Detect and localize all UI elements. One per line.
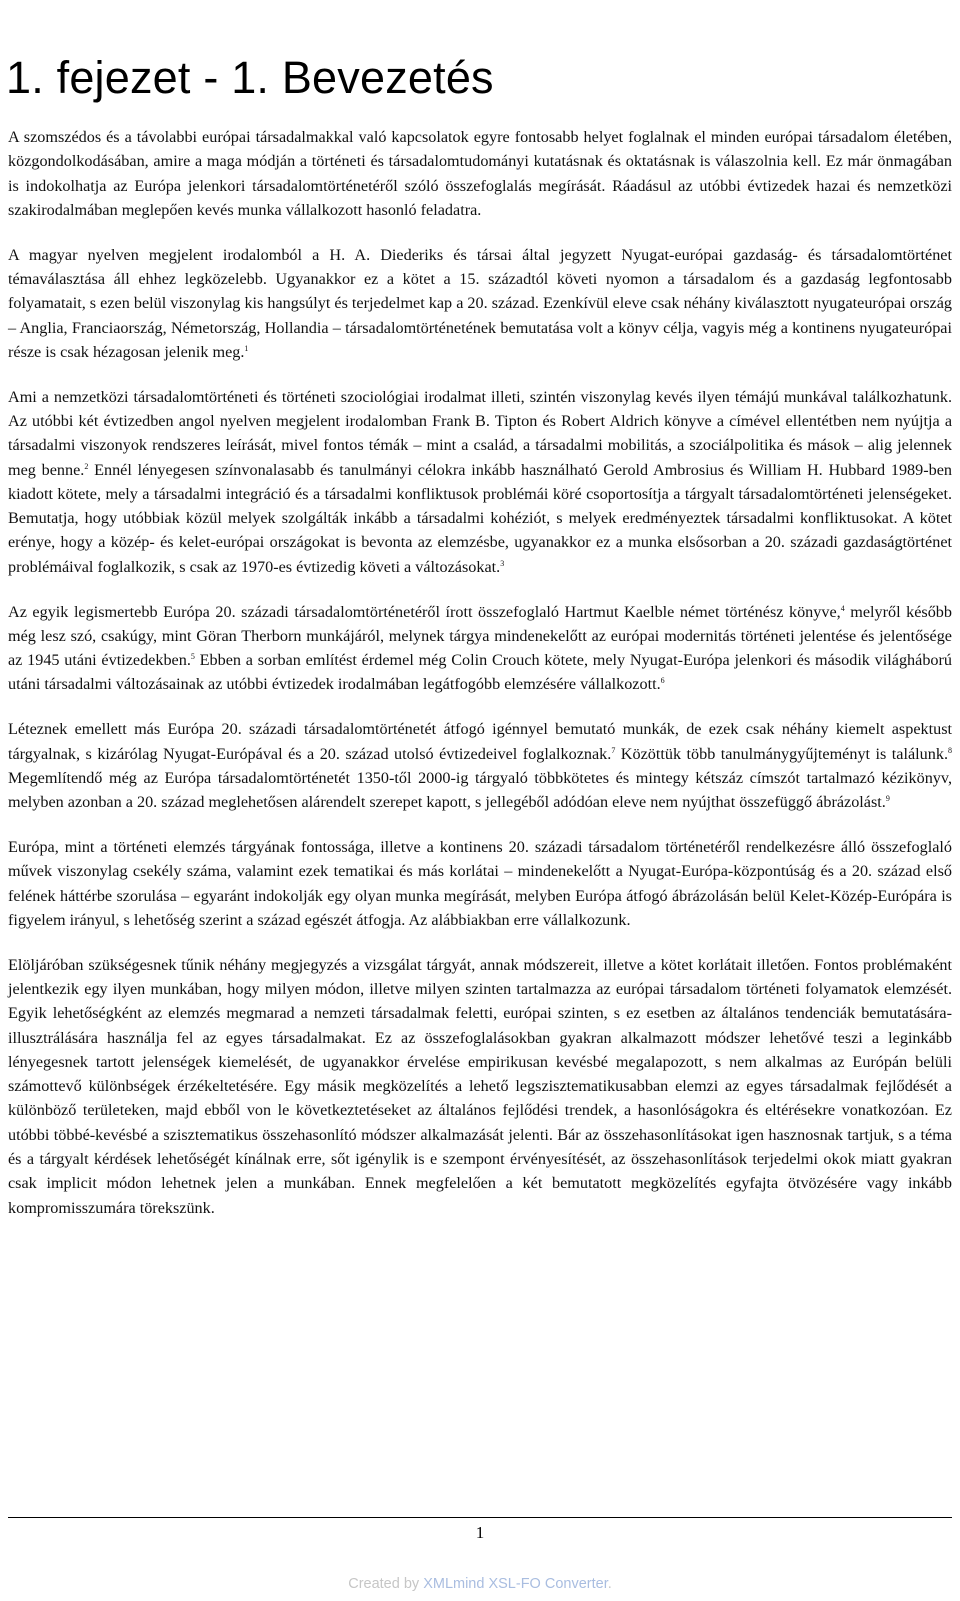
- paragraph-text: Közöttük több tanulmánygyűjteményt is találunk.: [615, 744, 948, 763]
- paragraph-5: [8, 717, 952, 814]
- credit-prefix: Created by: [348, 1576, 424, 1592]
- paragraph-2: [8, 243, 952, 364]
- paragraph-text: Európa, mint a történeti elemzés tárgyának fontossága, illetve a kontinens 20. századi társadalom történetéről rendelkezésre álló összefoglaló művek viszonylag csekély száma, valamint ezek tematikai és más korlátai – mindenekelőtt a Nyugat-Európa-központúság és a 20. század első felének háttérbe szorulása – egyaránt indokolják egy olyan munka megírását, melyben Európa átfogó ábrázolásán belül Kelet-Közép-Európára is figyelem irányul, s lehetőség szerint a század egészét átfogja. Az alábbiakban erre vállalkozunk.: [8, 837, 952, 929]
- chapter-title: 1. fejezet - 1. Bevezetés: [6, 52, 494, 103]
- paragraph-text: Léteznek emellett más Európa 20. századi társadalomtörténetét átfogó igénnyel bemutató munkák, de ezek csak néhány kiemelt aspektust tárgyalnak, s kizárólag Nyugat-Európával és a 20. század utolsó évtizedeivel foglalkoznak.: [8, 720, 952, 763]
- paragraph-text: Megemlítendő még az Európa társadalomtörténetét 1350-től 2000-ig tárgyaló többkötetes és mintegy kétszáz címszót tartalmazó kézikönyv, melyben azonban a 20. század meglehetősen alárendelt szerepet kapott, s jellegéből adódóan eleve nem nyújthat összefüggő ábrázolást.: [8, 768, 952, 812]
- footnote-ref-8[interactable]: 8: [948, 745, 952, 755]
- paragraph-text: Ami a nemzetközi társadalomtörténeti és történeti szociológiai irodalmat illeti, szintén viszonylag kevés ilyen témájú munkával találkozhatunk. Az utóbbi két évtizedben angol nyelven megjelent irodalomban Frank B. Tipton és Robert Aldrich könyve a címével ellentétben nem nyújtja a társadalmi viszonyok rendszeres leírását, mivel fontos témák – mint a család, a társadalmi mobilitás, a szociálpolitika és mások – alig jelennek meg benne.: [8, 387, 952, 479]
- paragraph-4: [8, 600, 952, 697]
- paragraph-3: [8, 385, 952, 579]
- paragraph-7: [8, 953, 952, 1220]
- credit-suffix: .: [607, 1576, 612, 1592]
- footnote-ref-2[interactable]: 2: [84, 461, 89, 471]
- footnote-ref-3[interactable]: 3: [500, 558, 505, 568]
- footnote-ref-6[interactable]: 6: [660, 676, 665, 686]
- paragraph-text-continued: Ennél lényegesen színvonalasabb és tanulmányi célokra inkább használható Gerold Ambrosius és William H. Hubbard 1989-ben kiadott kötete, mely a társadalmi integráció és a társadalmi konfliktusok problémái köré csoportosítja a tárgyalt társadalomtörténeti jelenségeket. Bemutatja, hogy utóbbiak közül melyek szolgálták inkább a társadalmi kohéziót, s melyek eredményeztek társadalmi konfliktusokat. A kötet erénye, hogy a közép- és kelet-európai országokat is bevonta az elemzésbe, ugyanakkor ez a munka elsősorban a 20. századi gazdaságtörténet problémáival foglalkozik, s csak az 1970-es évtizedig követi a változásokat.: [8, 460, 952, 576]
- footnote-ref-7[interactable]: 7: [611, 745, 616, 755]
- paragraph-text: A szomszédos és a távolabbi európai társadalmakkal való kapcsolatok egyre fontosabb helyet foglalnak el minden európai társadalom életében, közgondolkodásában, amire a maga módján a történeti és társadalomtudományi kutatásnak és oktatásnak is válaszolnia kell. Ez már önmagában is indokolhatja az Európa jelenkori társadalomtörténetéről szóló összefoglalás megírását. Ráadásul az utóbbi évtizedek hazai és nemzetközi szakirodalmában meglepően kevés munka vállalkozott hasonló feladatra.: [8, 128, 952, 219]
- footnote-ref-1[interactable]: 1: [244, 343, 249, 353]
- footnote-ref-4[interactable]: 4: [840, 603, 845, 613]
- footer-rule: [8, 1517, 952, 1518]
- paragraph-1: [8, 125, 952, 222]
- paragraph-text: Ebben a sorban említést érdemel még Colin Crouch kötete, mely Nyugat-Európa jelenkori és második világháború utáni társadalmi változásainak az utóbbi évtizedek irodalmában legátfogóbb elemzésére vállalkozott.: [8, 651, 952, 694]
- paragraph-text: melyről később még lesz szó, csakúgy, mint Göran Therborn munkájáról, melynek tárgya mindenekelőtt az európai modernitás történeti jelentése és jelentősége az 1945 utáni évtizedekben.: [8, 602, 952, 670]
- paragraph-text: Elöljáróban szükségesnek tűnik néhány megjegyzés a vizsgálat tárgyát, annak módszereit, illetve a kötet korlátait illetően. Fontos problémaként jelentkezik egy ilyen munkában, hogy milyen módon, illetve milyen szinten tartalmazza az európai társadalom történeti folyamatok elemzését. Egyik lehetőségként az elemzés megmarad a nemzeti társadalmak feletti, európai szinten, s ez esetben az általános tendenciák bemutatására-illusztrálására használja fel az egyes társadalmakat. Ez az összefoglalásokban gyakran alkalmazott módszer lehetővé teszi a leginkább lényegesnek tartott jelenségek kiemelését, de ugyanakkor érvelése empirikusan kevésbé megalapozott, s nem alkalmas az Európán belüli számottevő különbségek érzékeltetésére. Egy másik megközelítés a lehető legszisztematikusabban elemzi az egyes társadalmak fejlődését a különböző területeken, majd ebből von le következtetéseket az általános fejlődési trendek, a hasonlóságokra és eltérésekre vonatkozóan. Ez utóbbi többé-kevésbé a szisztematikus összehasonlító módszer alkalmazását jelenti. Bár az összehasonlításokat igen hasznosnak tartjuk, s a téma és a tárgyalt kérdések lehetőségét kínálnak erre, sőt igénylik is e szempont érvényesítését, az összehasonlítások terjedelmi okok miatt gyakran csak implicit módon lehetnek jelen a munkában. Ennek megfelelően a két bemutatott megközelítés egyfajta ötvözésére vagy inkább kompromisszumára törekszünk.: [8, 955, 952, 1217]
- paragraph-text: A magyar nyelven megjelent irodalomból a H. A. Diederiks és társai által jegyzett Nyugat-európai gazdaság- és társadalomtörténet témaválasztása áll ehhez legközelebb. Ugyanakkor ez a kötet a 15. századtól követi nyomon a társadalom és a gazdaság legfontosabb folyamatait, s ezen belül viszonylag kis hangsúlyt és terjedelmet kap a 20. század. Ezenkívül eleve csak néhány kiválasztott nyugateurópai ország – Anglia, Franciaország, Németország, Hollandia – társadalomtörténetének bemutatása volt a könyv célja, vagyis még a kontinens nyugateurópai része is csak hézagosan jelenik meg.: [8, 245, 952, 361]
- credit-link[interactable]: XMLmind XSL-FO Converter: [423, 1576, 608, 1592]
- footnote-ref-9[interactable]: 9: [885, 794, 890, 804]
- paragraph-text: Az egyik legismertebb Európa 20. századi társadalomtörténetéről írott összefoglaló Hartmut Kaelble német történész könyve,: [8, 602, 841, 621]
- paragraph-6: [8, 835, 952, 932]
- chapter-body: [8, 125, 952, 1240]
- converter-credit: [0, 1576, 960, 1592]
- page-number: 1: [475, 1523, 485, 1542]
- footnote-ref-5[interactable]: 5: [190, 652, 195, 662]
